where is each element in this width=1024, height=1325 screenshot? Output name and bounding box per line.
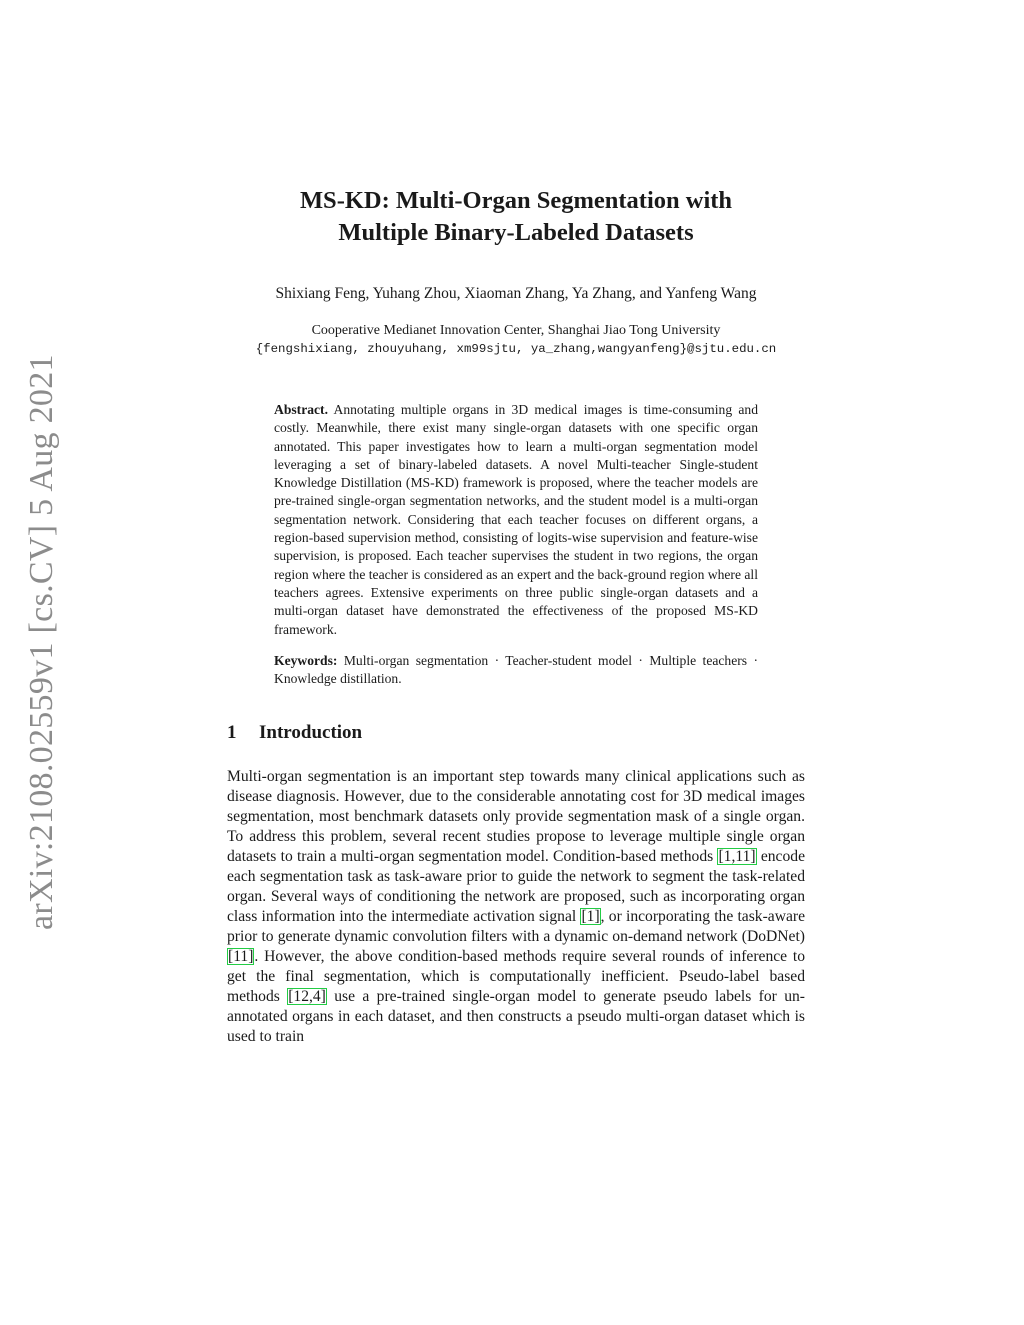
abstract-label: Abstract. xyxy=(274,402,328,417)
title-line-2: Multiple Binary-Labeled Datasets xyxy=(338,219,694,246)
author-list: Shixiang Feng, Yuhang Zhou, Xiaoman Zhang, Ya Zhang, and Yanfeng Wang xyxy=(275,285,757,302)
keywords-label: Keywords: xyxy=(274,652,338,668)
citation-link[interactable]: [11] xyxy=(228,948,254,966)
abstract xyxy=(274,401,758,639)
intro-text-4: . However, the above condition-based methods require several rounds of inference to get the final segmentation, which is computationally inefficient. Pseudo-label based methods xyxy=(227,948,805,1006)
affiliation: Cooperative Medianet Innovation Center, Shanghai Jiao Tong University xyxy=(311,323,721,338)
author-emails: {fengshixiang, zhouyuhang, xm99sjtu, ya_zhang,wangyanfeng}@sjtu.edu.cn xyxy=(255,342,777,356)
section-title: Introduction xyxy=(259,722,363,744)
paper-title xyxy=(227,185,805,249)
keywords-text: Multi-organ segmentation · Teacher-student model · Multiple teachers · Knowledge distillation. xyxy=(274,652,758,687)
intro-text-1: Multi-organ segmentation is an important step towards many clinical applications such as disease diagnosis. However, due to the considerable annotating cost for 3D medical images segmentation, most benchmark datasets only provide segmentation mask of a single organ. To address this problem, several recent studies propose to leverage multiple single organ datasets to train a multi-organ segmentation model. Condition-based methods xyxy=(227,768,805,866)
keywords xyxy=(274,652,758,689)
abstract-text: Annotating multiple organs in 3D medical images is time-consuming and costly. Meanwhile, there exist many single-organ datasets with one specific organ annotated. This paper investigates how to learn a multi-organ segmentation model leveraging a set of binary-labeled datasets. A novel Multi-teacher Single-student Knowledge Distillation (MS-KD) framework is proposed, where the teacher models are pre-trained single-organ segmentation networks, and the student model is a multi-organ segmentation network. Considering that each teacher focuses on different organs, a region-based supervision method, consisting of logits-wise supervision and feature-wise supervision, is proposed. Each teacher supervises the student in two regions, the organ region where the teacher is considered as an expert and the back-ground region where all teachers agrees. Extensive experiments on three public single-organ datasets and a multi-organ dataset have demonstrated the effectiveness of the proposed MS-KD framework. xyxy=(274,402,759,637)
citation-link[interactable]: [1] xyxy=(581,908,600,926)
title-line-1: MS-KD: Multi-Organ Segmentation with xyxy=(299,187,733,214)
introduction-paragraph xyxy=(227,767,805,1047)
citation-link[interactable]: [1,11] xyxy=(718,848,756,866)
intro-text-3: , or incorporating the task-aware prior to generate dynamic convolution filters with a dynamic on-demand network (DoDNet) xyxy=(227,908,806,946)
section-heading xyxy=(227,721,805,745)
intro-text-2: encode each segmentation task as task-aware prior to guide the network to segment the task-related organ. Several ways of conditioning the network are proposed, such as incorporating organ class information into the intermediate activation signal xyxy=(227,848,805,926)
paper-page xyxy=(227,185,805,1047)
citation-link[interactable]: [12,4] xyxy=(288,988,326,1006)
arxiv-side-stamp: arXiv:2108.02559v1 [cs.CV] 5 Aug 2021 xyxy=(23,354,60,930)
section-number: 1 xyxy=(227,722,237,744)
intro-text-5: use a pre-trained single-organ model to generate pseudo labels for un-annotated organs in each dataset, and then constructs a pseudo multi-organ dataset which is used to train xyxy=(227,988,805,1046)
